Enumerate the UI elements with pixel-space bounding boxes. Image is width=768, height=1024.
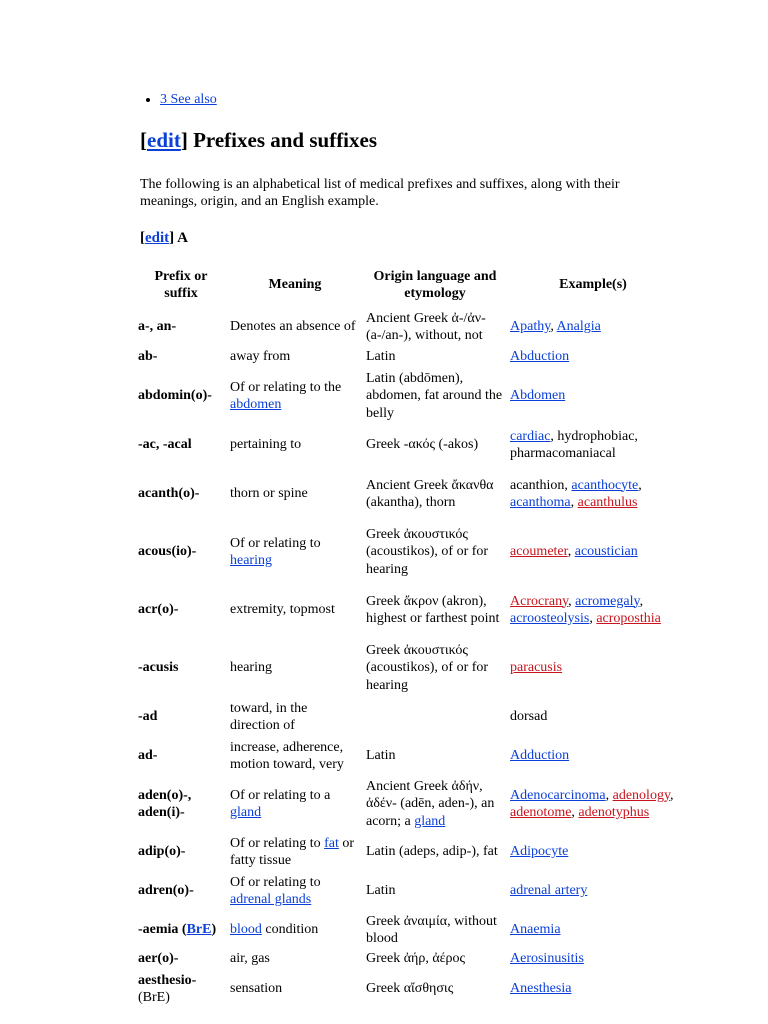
cell-text: aesthesio- <box>138 972 197 988</box>
cell-examples <box>508 912 678 948</box>
table-row <box>136 834 678 870</box>
cell-link[interactable]: Analgia <box>556 319 601 335</box>
cell-origin <box>364 912 506 948</box>
cell-text: Ancient Greek ἀ-/ἀν- (a-/an-), without, not <box>366 310 486 343</box>
cell-link[interactable]: paracusis <box>510 660 563 676</box>
intro-paragraph: The following is an alphabetical list of medical prefixes and suffixes, along with their meanings, origin, and an English example. <box>140 177 620 209</box>
cell-link[interactable]: Aerosinusitis <box>510 951 584 967</box>
cell-text: acanth(o)- <box>138 486 200 502</box>
table-row <box>136 348 678 366</box>
cell-text: -ac, -acal <box>138 437 192 453</box>
toc-list <box>140 92 217 108</box>
cell-examples <box>508 308 678 346</box>
cell-text: away from <box>230 349 291 365</box>
cell-prefix <box>136 426 226 464</box>
cell-examples <box>508 368 678 424</box>
cell-text: Greek ἀκουστικός (acoustikos), of or for hearing <box>366 526 489 577</box>
cell-text: Latin <box>366 748 396 764</box>
cell-text: hearing <box>230 660 272 676</box>
cell-link[interactable]: Apathy <box>510 319 551 335</box>
cell-link[interactable]: Adenocarcinoma <box>510 787 606 803</box>
cell-text: , <box>605 787 613 803</box>
cell-origin <box>364 834 506 870</box>
cell-text: aer(o)- <box>138 951 179 967</box>
cell-meaning <box>228 698 362 736</box>
cell-text: increase, adherence, motion toward, very <box>230 739 344 772</box>
table-row <box>136 368 678 424</box>
cell-text: -ad <box>138 709 158 725</box>
cell-link[interactable]: Acrocrany <box>510 593 569 609</box>
header-prefix: Prefix or suffix <box>154 268 208 301</box>
cell-prefix <box>136 348 226 366</box>
subsection-edit-link[interactable]: edit <box>145 230 170 246</box>
cell-examples <box>508 640 678 696</box>
cell-link[interactable]: adenotome <box>510 805 572 820</box>
subsection-heading: [edit] A <box>140 230 188 246</box>
cell-origin <box>364 368 506 424</box>
cell-text: extremity, topmost <box>230 602 335 618</box>
cell-link[interactable]: acanthocyte <box>571 477 639 493</box>
cell-link[interactable]: adenology <box>612 787 671 803</box>
cell-meaning <box>228 524 362 580</box>
cell-prefix <box>136 776 226 832</box>
cell-text: Greek ἄκρον (akron), highest or farthest point <box>366 593 500 626</box>
header-meaning: Meaning <box>268 277 322 293</box>
cell-prefix <box>136 950 226 968</box>
table-body <box>136 308 678 1008</box>
cell-link[interactable]: acoustician <box>574 544 638 560</box>
cell-examples <box>508 582 678 638</box>
cell-text: Of or relating to <box>230 535 321 551</box>
cell-link[interactable]: adenotyphus <box>578 805 650 820</box>
cell-prefix <box>136 912 226 948</box>
cell-link[interactable]: abdomen <box>230 397 282 412</box>
cell-prefix <box>136 970 226 1008</box>
cell-text: , <box>567 544 575 560</box>
cell-link[interactable]: BrE <box>186 922 212 938</box>
cell-origin <box>364 872 506 910</box>
cell-origin <box>364 308 506 346</box>
cell-prefix <box>136 738 226 774</box>
cell-text: Latin (abdōmen), abdomen, fat around the belly <box>366 370 503 421</box>
cell-text: -acusis <box>138 660 179 676</box>
cell-text: sensation <box>230 981 283 997</box>
table-row <box>136 308 678 346</box>
cell-meaning <box>228 834 362 870</box>
cell-link[interactable]: acroosteolysis <box>510 611 590 626</box>
cell-examples <box>508 348 678 366</box>
cell-examples <box>508 872 678 910</box>
cell-origin <box>364 426 506 464</box>
cell-link[interactable]: Abdomen <box>510 388 566 404</box>
cell-text: Latin (adeps, adip-), fat <box>366 844 498 860</box>
table-row <box>136 582 678 638</box>
cell-origin <box>364 776 506 832</box>
cell-meaning <box>228 912 362 948</box>
cell-link[interactable]: Adduction <box>510 748 570 764</box>
cell-meaning <box>228 738 362 774</box>
cell-meaning <box>228 970 362 1008</box>
table-row <box>136 698 678 736</box>
cell-examples <box>508 738 678 774</box>
cell-text: aden(o)-, aden(i)- <box>138 787 192 820</box>
cell-examples <box>508 524 678 580</box>
cell-text: Greek αἴσθησις <box>366 981 454 997</box>
cell-link[interactable]: Adipocyte <box>510 844 569 860</box>
cell-text: , <box>570 495 578 510</box>
header-origin: Origin language and etymology <box>373 268 497 301</box>
cell-text: Greek ἀκουστικός (acoustikos), of or for hearing <box>366 642 489 693</box>
cell-meaning <box>228 950 362 968</box>
cell-link[interactable]: acromegaly <box>575 593 640 609</box>
cell-examples <box>508 698 678 736</box>
cell-origin <box>364 524 506 580</box>
cell-prefix <box>136 640 226 696</box>
cell-text: , <box>550 319 557 335</box>
cell-text: air, gas <box>230 951 270 967</box>
cell-link[interactable]: acroposthia <box>596 611 661 626</box>
cell-text: , <box>670 787 674 803</box>
cell-text: Latin <box>366 883 396 899</box>
cell-link[interactable]: hearing <box>230 553 272 568</box>
table-header-row <box>136 264 678 306</box>
table-row <box>136 970 678 1008</box>
cell-prefix <box>136 524 226 580</box>
cell-text: toward, in the direction of <box>230 700 308 733</box>
cell-text: Of or relating to the <box>230 379 342 395</box>
cell-link[interactable]: acanthoma <box>510 495 571 510</box>
cell-text: Greek ἀήρ, ἀέρος <box>366 951 466 967</box>
cell-link[interactable]: Anesthesia <box>510 981 572 997</box>
cell-text: acr(o)- <box>138 602 179 618</box>
cell-prefix <box>136 368 226 424</box>
cell-text: (BrE) <box>138 990 170 1005</box>
cell-examples <box>508 950 678 968</box>
cell-text: Greek ἀναιμία, without blood <box>366 913 497 946</box>
cell-text: Greek -ακός (-akos) <box>366 437 479 453</box>
cell-text: adren(o)- <box>138 883 194 899</box>
cell-link[interactable]: acanthulus <box>577 495 638 510</box>
table-row <box>136 426 678 464</box>
cell-origin <box>364 582 506 638</box>
cell-prefix <box>136 308 226 346</box>
cell-text: acanthion, <box>510 477 572 493</box>
cell-link[interactable]: acoumeter <box>510 544 568 560</box>
cell-text: , <box>639 593 644 609</box>
cell-text: or fatty tissue <box>230 835 355 868</box>
cell-meaning <box>228 426 362 464</box>
cell-link[interactable]: Abduction <box>510 349 570 365</box>
subsection-title: A <box>177 230 188 246</box>
table-row <box>136 776 678 832</box>
table-row <box>136 640 678 696</box>
table-row <box>136 738 678 774</box>
cell-meaning <box>228 776 362 832</box>
cell-origin <box>364 738 506 774</box>
cell-origin <box>364 348 506 366</box>
cell-text: Of or relating to a <box>230 787 331 803</box>
cell-text: abdomin(o)- <box>138 388 212 404</box>
cell-origin <box>364 640 506 696</box>
cell-examples <box>508 970 678 1008</box>
table-row <box>136 524 678 580</box>
toc-link-see-also[interactable]: 3 See also <box>160 92 217 107</box>
section-edit-link[interactable]: edit <box>147 128 181 152</box>
cell-link[interactable]: cardiac <box>510 428 551 444</box>
cell-link[interactable]: adrenal glands <box>230 892 312 907</box>
cell-text: Ancient Greek ἄκανθα (akantha), thorn <box>366 477 494 510</box>
header-examples: Example(s) <box>559 277 627 293</box>
cell-prefix <box>136 466 226 522</box>
cell-origin <box>364 970 506 1008</box>
cell-prefix <box>136 834 226 870</box>
cell-link[interactable]: gland <box>230 805 262 820</box>
cell-text: ad- <box>138 748 158 764</box>
cell-text: thorn or spine <box>230 486 308 502</box>
cell-text: , <box>638 477 642 493</box>
cell-text: , <box>571 805 579 820</box>
table-row <box>136 912 678 948</box>
cell-text: , hydrophobiac, pharmacomaniacal <box>510 428 638 461</box>
cell-examples <box>508 466 678 522</box>
cell-meaning <box>228 466 362 522</box>
table-row <box>136 872 678 910</box>
cell-meaning <box>228 872 362 910</box>
cell-text: Denotes an absence of <box>230 319 356 335</box>
prefix-table <box>134 262 680 1010</box>
cell-text: dorsad <box>510 709 548 725</box>
cell-meaning <box>228 582 362 638</box>
cell-link[interactable]: fat <box>324 835 339 851</box>
cell-examples <box>508 834 678 870</box>
cell-text: condition <box>261 922 319 938</box>
cell-link[interactable]: blood <box>230 922 262 938</box>
cell-text: pertaining to <box>230 437 302 453</box>
cell-text: Ancient Greek ἀδήν, ἀδέν- (adēn, aden-), an acorn; a <box>366 778 495 829</box>
cell-text: Of or relating to <box>230 835 325 851</box>
cell-origin <box>364 698 506 736</box>
cell-text: Of or relating to <box>230 874 321 890</box>
table-row <box>136 950 678 968</box>
cell-text: ab- <box>138 349 158 365</box>
cell-meaning <box>228 368 362 424</box>
cell-text: adip(o)- <box>138 844 186 860</box>
cell-examples <box>508 776 678 832</box>
table-row <box>136 466 678 522</box>
cell-examples <box>508 426 678 464</box>
cell-meaning <box>228 308 362 346</box>
cell-meaning <box>228 348 362 366</box>
cell-prefix <box>136 872 226 910</box>
cell-text: , <box>568 593 576 609</box>
cell-text: , <box>589 611 597 626</box>
cell-origin <box>364 950 506 968</box>
cell-link[interactable]: gland <box>414 813 446 829</box>
cell-text: a-, an- <box>138 319 177 335</box>
cell-text: acous(io)- <box>138 544 197 560</box>
cell-text: Latin <box>366 349 396 365</box>
cell-prefix <box>136 582 226 638</box>
cell-text: -aemia ( <box>138 922 187 938</box>
toc-item <box>160 92 217 108</box>
cell-link[interactable]: adrenal artery <box>510 883 588 899</box>
cell-link[interactable]: Anaemia <box>510 922 561 938</box>
cell-text: ) <box>211 922 217 938</box>
section-heading: [edit] Prefixes and suffixes <box>140 128 378 152</box>
cell-origin <box>364 466 506 522</box>
cell-meaning <box>228 640 362 696</box>
cell-prefix <box>136 698 226 736</box>
section-title: Prefixes and suffixes <box>193 128 378 152</box>
